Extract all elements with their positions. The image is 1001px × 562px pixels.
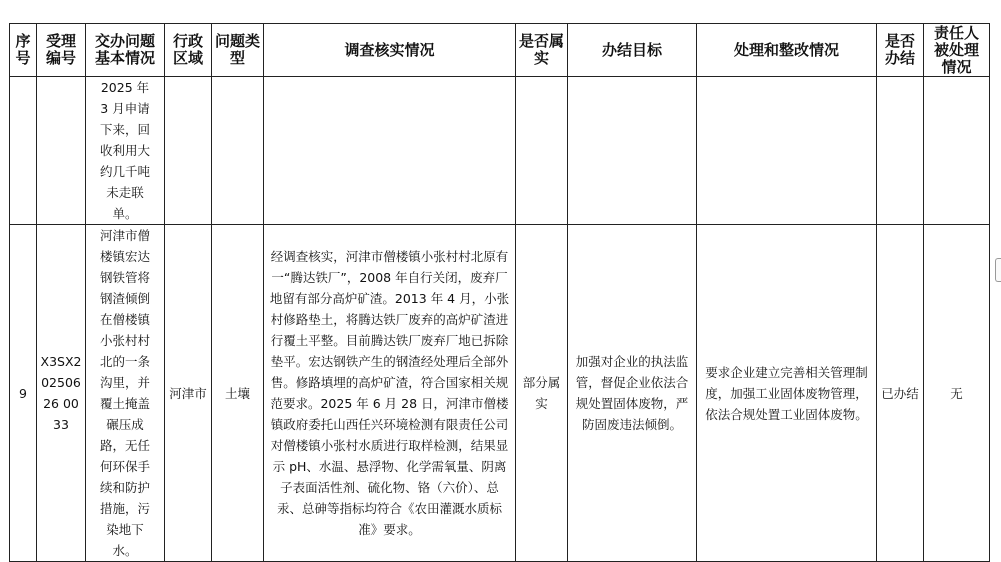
table-row [10, 225, 990, 562]
cell-rectification: 要求企业建立完善相关管理制度，加强工业固体废物管理，依法合规处置工业固体废物。 [697, 225, 877, 562]
header-type: 问题类型 [212, 24, 264, 77]
cell-is-true [516, 77, 568, 225]
cell-responsible [924, 77, 990, 225]
cell-region [165, 77, 212, 225]
cell-type: 土壤 [212, 225, 264, 562]
side-tab-handle[interactable] [995, 258, 1001, 282]
header-seq: 序号 [10, 24, 37, 77]
case-table [9, 23, 990, 562]
header-goal: 办结目标 [568, 24, 697, 77]
cell-done: 已办结 [877, 225, 924, 562]
cell-case-no [37, 77, 86, 225]
cell-problem: 2025 年 3 月申请下来，回收利用大约几千吨未走联单。 [86, 77, 165, 225]
header-responsible: 责任人被处理情况 [924, 24, 990, 77]
cell-rectification [697, 77, 877, 225]
header-investigation: 调查核实情况 [264, 24, 516, 77]
cell-type [212, 77, 264, 225]
cell-done [877, 77, 924, 225]
header-row [10, 24, 990, 77]
cell-problem: 河津市僧楼镇宏达钢铁管将钢渣倾倒在僧楼镇小张村村北的一条沟里，并覆土掩盖碾压成路，无任何环保手续和防护措施，污染地下水。 [86, 225, 165, 562]
header-rectification: 处理和整改情况 [697, 24, 877, 77]
cell-investigation [264, 77, 516, 225]
cell-goal: 加强对企业的执法监管，督促企业依法合规处置固体废物，严防固废违法倾倒。 [568, 225, 697, 562]
table-row [10, 77, 990, 225]
header-is-true: 是否属实 [516, 24, 568, 77]
cell-responsible: 无 [924, 225, 990, 562]
cell-is-true: 部分属实 [516, 225, 568, 562]
header-done: 是否办结 [877, 24, 924, 77]
cell-region: 河津市 [165, 225, 212, 562]
header-problem: 交办问题基本情况 [86, 24, 165, 77]
header-region: 行政区域 [165, 24, 212, 77]
header-case-no: 受理编号 [37, 24, 86, 77]
cell-seq: 9 [10, 225, 37, 562]
cell-goal [568, 77, 697, 225]
cell-case-no: X3SX20250626 0033 [37, 225, 86, 562]
cell-seq [10, 77, 37, 225]
cell-investigation: 经调查核实，河津市僧楼镇小张村村北原有一“腾达铁厂”，2008 年自行关闭，废弃厂地留有部分高炉矿渣。2013 年 4 月，小张村修路垫土，将腾达铁厂废弃的高炉矿渣进行覆土平整。目前腾达铁厂废弃厂地已拆除垫平。宏达钢铁产生的钢渣经处理后全部外售。修路填埋的高炉矿渣，符合国家相关规范要求。2025 年 6 月 28 日，河津市僧楼镇政府委托山西任兴环境检测有限责任公司对僧楼镇小张村水质进行取样检测，结果显示 pH、水温、悬浮物、化学需氧量、阴离子表面活性剂、硫化物、铬（六价）、总汞、总砷等指标均符合《农田灌溉水质标准》要求。 [264, 225, 516, 562]
